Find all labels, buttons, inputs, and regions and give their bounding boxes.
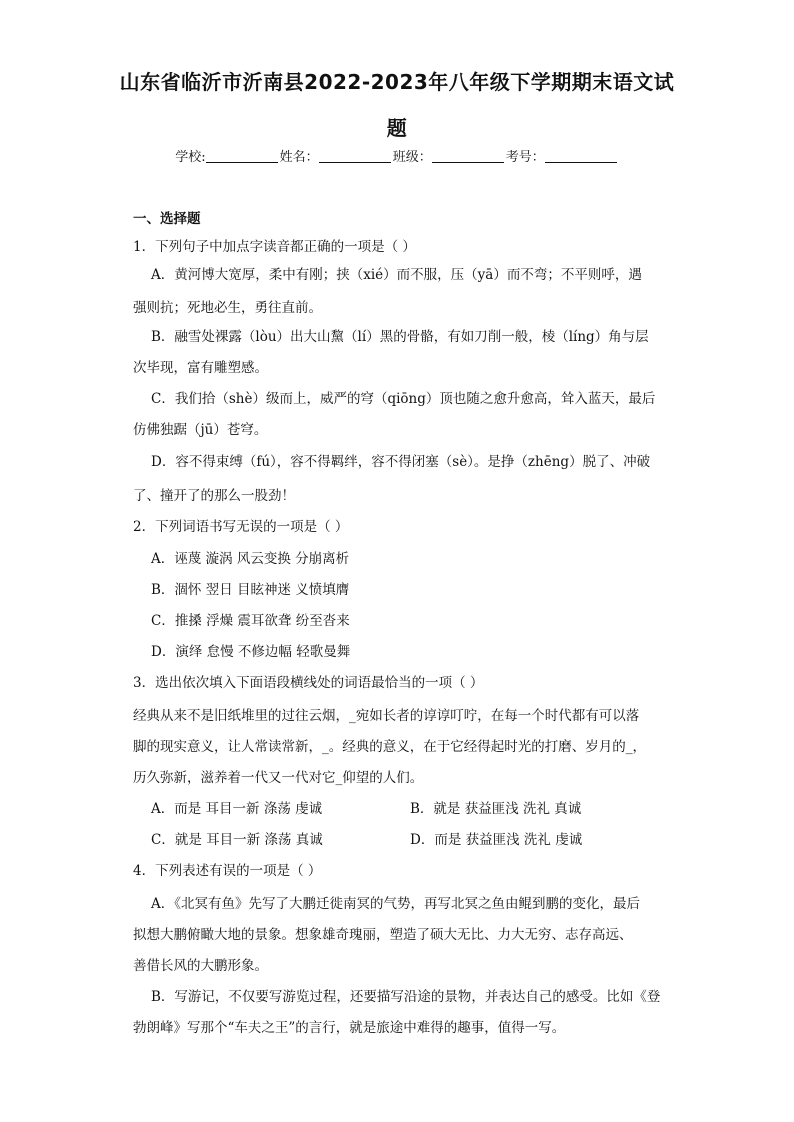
q4-option-b-line2: 勃朗峰》写那个“车夫之王”的言行，就是旅途中难得的趣事，值得一写。 [133, 1020, 566, 1036]
q1-option-d-line1: D．容不得束缚（fú），容不得羁绊，容不得闭塞（sè）。是挣（zhēng）脱了、冲破 [151, 454, 651, 470]
q3-option-b: B．就是 获益匪浅 洗礼 真诚 [410, 801, 582, 817]
exam-title-line2: 题 [386, 116, 408, 140]
q1-option-c-line1: C．我们拾（shè）级而上，威严的穹（qiōng）顶也随之愈升愈高，耸入蓝天，最后 [151, 391, 656, 407]
q2-option-c: C．推搡 浮燥 震耳欲聋 纷至沓来 [151, 613, 350, 629]
q1-option-a-line2: 强则抗；死地必生，勇往直前。 [133, 300, 322, 316]
class-label: 班级： [392, 150, 432, 165]
q2-option-a: A．诬蔑 漩涡 风云变换 分崩离析 [151, 551, 350, 567]
q2-option-d: D．演绎 怠慢 不修边幅 轻歌曼舞 [151, 644, 351, 660]
name-blank [319, 149, 391, 163]
q3-option-a: A．而是 耳目一新 涤荡 虔诚 [151, 801, 323, 817]
q3-passage-line2: 脚的现实意义，让人常读常新，_。经典的意义，在于它经得起时光的打磨、岁月的_， [133, 739, 646, 755]
q4-option-a-line3: 善借长风的大鹏形象。 [133, 958, 268, 974]
q2-option-b: B．涸怀 翌日 目眩神迷 义愤填膺 [151, 582, 350, 598]
q4-option-b-line1: B．写游记，不仅要写游览过程，还要描写沿途的景物，并表达自己的感受。比如《登 [151, 989, 661, 1005]
number-label: 考号： [505, 150, 545, 165]
q3-passage-line1: 经典从来不是旧纸堆里的过往云烟，_宛如长者的谆谆叮咛，在每一个时代都有可以落 [133, 708, 640, 724]
q4-option-a-line2: 拟想大鹏俯瞰大地的景象。想象雄奇瑰丽，塑造了硕大无比、力大无穷、志存高远、 [133, 927, 633, 943]
class-blank [432, 149, 504, 163]
school-label: 学校: [175, 150, 206, 165]
school-blank [206, 149, 278, 163]
q3-option-d: D．而是 获益匪浅 洗礼 虔诚 [410, 832, 583, 848]
q1-option-b-line2: 次毕现，富有雕塑感。 [133, 360, 268, 376]
q3-option-c: C．就是 耳目一新 涤荡 真诚 [151, 832, 323, 848]
number-blank [545, 149, 617, 163]
exam-title-line1: 山东省临沂市沂南县2022-2023年八年级下学期期末语文试 [119, 70, 675, 94]
q4-stem: 4．下列表述有误的一项是（ ） [133, 863, 322, 879]
q2-stem: 2．下列词语书写无误的一项是（ ） [133, 519, 349, 535]
q1-option-d-line2: 了、撞开了的那么一股劲！ [133, 488, 295, 504]
q3-stem: 3．选出依次填入下面语段横线处的词语最恰当的一项（ ） [133, 675, 484, 691]
q1-option-b-line1: B．融雪处裸露（lòu）出大山黧（lí）黑的骨骼，有如刀削一般，棱（líng）角与层 [151, 329, 649, 345]
q1-option-c-line2: 仿佛独踞（jū）苍穹。 [133, 422, 268, 438]
name-label: 姓名： [279, 150, 319, 165]
q3-passage-line3: 历久弥新，滋养着一代又一代对它_仰望的人们。 [133, 770, 424, 786]
q1-option-a-line1: A．黄河博大宽厚，柔中有刚；挟（xié）而不服，压（yā）而不弯；不平则呼，遇 [151, 267, 642, 283]
section-heading: 一、选择题 [133, 211, 201, 227]
q1-stem: 1．下列句子中加点字读音都正确的一项是（ ） [133, 239, 416, 255]
student-info-row [0, 146, 794, 165]
q4-option-a-line1: A．《北冥有鱼》先写了大鹏迁徙南冥的气势，再写北冥之鱼由鲲到鹏的变化，最后 [151, 896, 640, 912]
